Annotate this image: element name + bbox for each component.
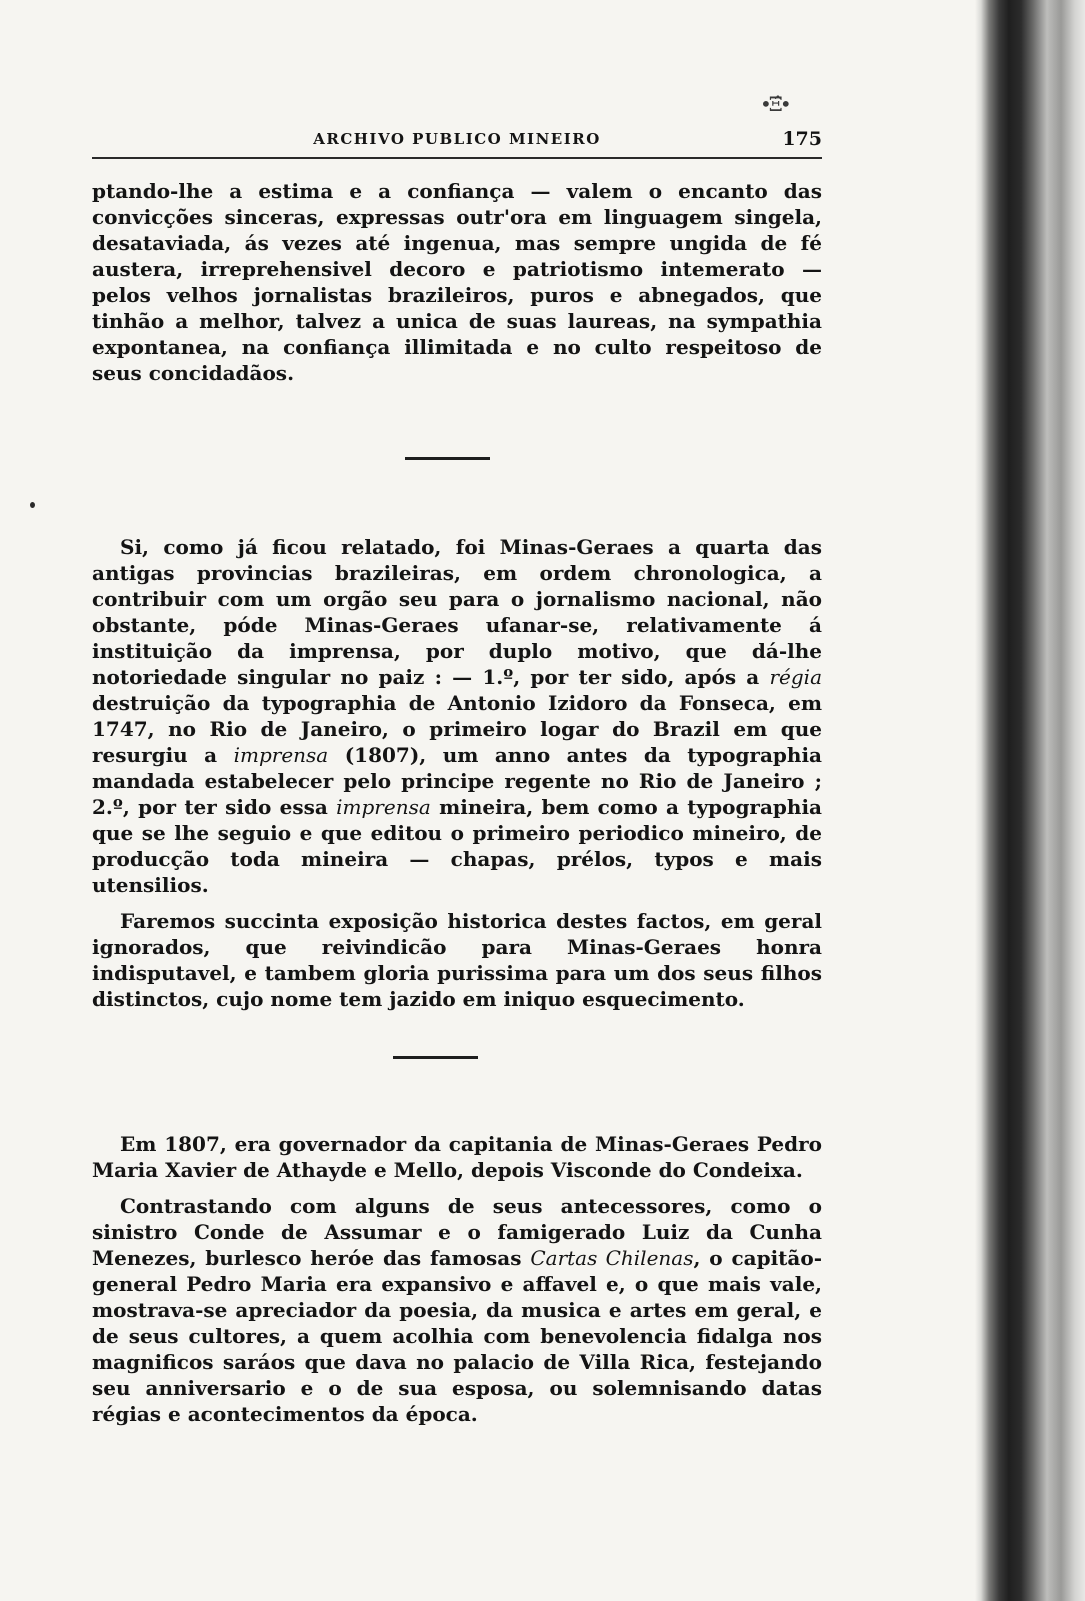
section-3 xyxy=(92,1131,822,1427)
paragraph-exposicao: Faremos succinta exposição historica destes factos, em geral ignorados, que reivindicão para Minas-Geraes honra indisputavel, e tambem gloria purissima para um dos seus filhos distinctos, cujo nome tem jazido em iniquo esquecimento. xyxy=(92,909,822,1011)
paragraph-minas-imprensa: Si, como já ficou relatado, foi Minas-Geraes a quarta das antigas provincias brazileiras, em ordem chronologica, a contribuir com um orgão seu para o jornalismo nacional, não obstante, póde Minas-Geraes ufanar-se, relativamente á instituição da imprensa, por duplo motivo, que dá-lhe notoriedade singular no paiz : — 1.º, por ter sido, após a régia destruição da typographia de Antonio Izidoro da Fonseca, em 1747, no Rio de Janeiro, o primeiro logar do Brazil em que resurgiu a imprensa (1807), um anno antes da typographia mandada estabelecer pelo principe regente no Rio de Janeiro ; 2.º, por ter sido essa imprensa mineira, bem como a typographia que se lhe seguio e que editou o primeiro periodico mineiro, de producção toda mineira — chapas, prélos, typos e mais utensilios. xyxy=(92,535,823,897)
running-title: ARCHIVO PUBLICO MINEIRO xyxy=(313,130,601,148)
paragraph-governador: Em 1807, era governador da capitania de Minas-Geraes Pedro Maria Xavier de Athayde e Mello, depois Visconde do Condeixa. xyxy=(92,1132,822,1182)
paragraph-continuation: ptando-lhe a estima e a confiança — valem o encanto das convicções sinceras, expressas outr'ora em linguagem singela, desataviada, ás vezes até ingenua, mas sempre ungida de fé austera, irreprehensivel decoro e patriotismo intemerato — pelos velhos jornalistas brazileiros, puros e abnegados, que tinhão a melhor, talvez a unica de suas laureas, na sympathia expontanea, na confiança illimitada e no culto respeitoso de seus concidadãos. xyxy=(92,179,822,385)
section-2 xyxy=(92,534,822,1012)
section-divider xyxy=(393,1056,478,1059)
scan-speck xyxy=(30,502,35,508)
paragraph-pedro-maria: Contrastando com alguns de seus antecessores, como o sinistro Conde de Assumar e o famigerado Luiz da Cunha Menezes, burlesco heróe das famosas Cartas Chilenas, o capitão-general Pedro Maria era expansivo e affavel e, o que mais vale, mostrava-se apreciador da poesia, da musica e artes em geral, e de seus cultores, a quem acolhia com benevolencia fidalga nos magnificos saráos que dava no palacio de Villa Rica, festejando seu anniversario e o de sua esposa, ou solemnisando datas régias e acontecimentos da época. xyxy=(92,1194,822,1426)
page-header xyxy=(92,124,822,156)
page-number: 175 xyxy=(782,128,822,150)
binding-edge xyxy=(975,0,1085,1601)
section-1 xyxy=(92,178,822,386)
section-divider xyxy=(405,457,490,460)
header-ornament: •Ξ̂• xyxy=(760,92,789,116)
header-rule xyxy=(92,157,822,159)
